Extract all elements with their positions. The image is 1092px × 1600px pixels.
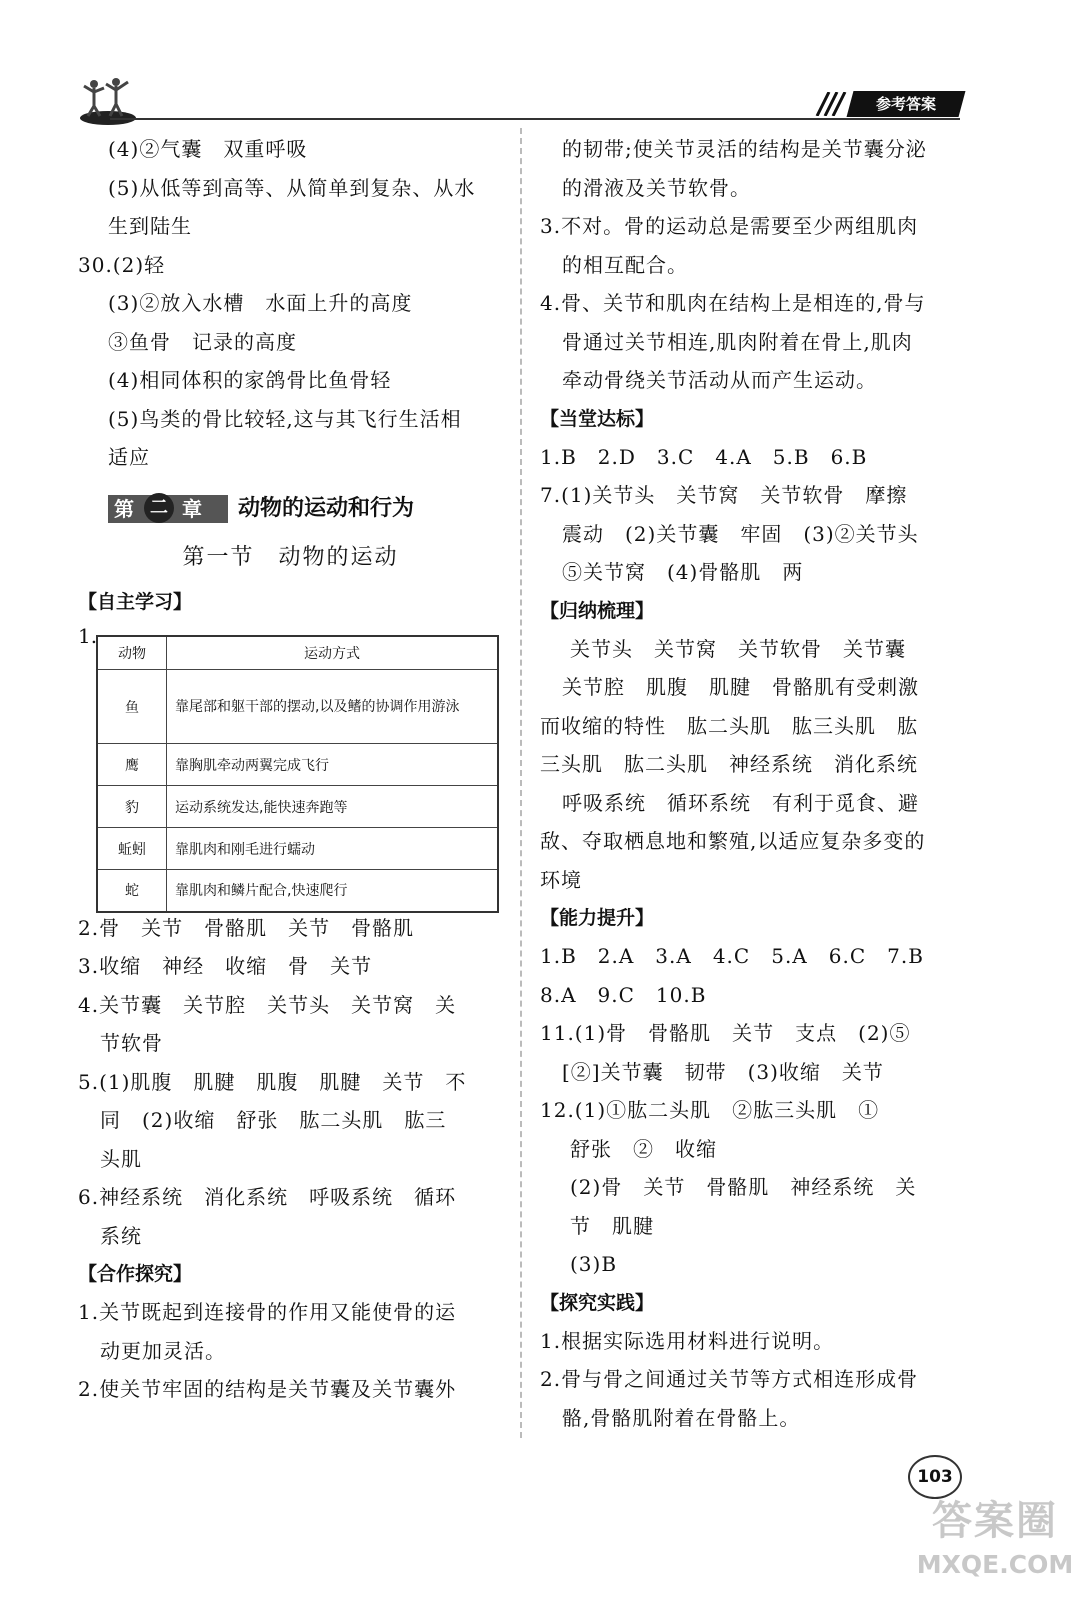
answer-line: 6.神经系统 消化系统 呼吸系统 循环	[78, 1185, 457, 1209]
table-header: 动物	[97, 636, 167, 670]
answer-line: 节软骨	[100, 1031, 163, 1055]
answer-line: (3)②放入水槽 水面上升的高度	[108, 291, 413, 315]
answer-line: 2.骨 关节 骨骼肌 关节 骨骼肌	[78, 915, 415, 940]
header-rule	[110, 118, 960, 120]
column-divider	[520, 128, 522, 1438]
class-check-answers	[540, 438, 965, 592]
page-number: 103	[908, 1455, 962, 1499]
answer-line: 3.收缩 神经 收缩 骨 关节	[78, 954, 373, 978]
answer-line: 舒张 ② 收缩	[570, 1136, 717, 1161]
motion-table-block	[78, 621, 503, 909]
answer-line: 4.关节囊 关节腔 关节头 关节窝 关	[78, 992, 457, 1017]
chapter-title: 动物的运动和行为	[238, 495, 415, 521]
answer-line: 5.(1)肌腹 肌腱 肌腹 肌腱 关节 不	[78, 1069, 467, 1094]
answer-line: 动更加灵活。	[100, 1338, 226, 1363]
chapter-number: 二	[144, 493, 174, 523]
left-column	[78, 130, 503, 1409]
answer-line: 同 (2)收缩 舒张 肱二头肌 肱三	[100, 1108, 447, 1132]
table-row	[97, 786, 498, 828]
chapter-number-block	[108, 495, 228, 523]
answer-line: [②]关节囊 韧带 (3)收缩 关节	[562, 1059, 884, 1084]
answer-line: 生到陆生	[108, 214, 192, 238]
answer-line: (2)骨 关节 骨骼肌 神经系统 关	[570, 1175, 917, 1199]
answer-line: 敌、夺取栖息地和繁殖,以适应复杂多变的	[540, 829, 926, 853]
table-cell: 靠肌肉和鳞片配合,快速爬行	[167, 870, 499, 912]
left-answers-end	[78, 1293, 503, 1409]
right-answers-top	[540, 130, 965, 400]
answer-line: 骨通过关节相连,肌肉附着在骨上,肌肉	[562, 329, 913, 354]
table-header: 运动方式	[167, 636, 499, 670]
heading-cooperative-inquiry: 【合作探究】	[78, 1263, 193, 1285]
table-row	[97, 870, 498, 912]
answer-line: 8.A 9.C 10.B	[540, 982, 707, 1007]
practice-answers	[540, 1322, 965, 1438]
table-cell: 蚯蚓	[97, 828, 167, 870]
answer-line: 的相互配合。	[562, 252, 688, 277]
answer-line: 30.(2)轻	[78, 252, 166, 277]
watermark-url: MXQE.COM	[916, 1550, 1074, 1579]
answer-line: 震动 (2)关节囊 牢固 (3)②关节头	[562, 521, 919, 546]
chapter-char-2: 章	[182, 496, 202, 521]
answer-line: 12.(1)①肱二头肌 ②肱三头肌 ①	[540, 1098, 880, 1122]
table-cell: 鱼	[97, 670, 167, 744]
animal-motion-table	[96, 635, 499, 913]
answer-line: 呼吸系统 循环系统 有利于觅食、避	[562, 790, 919, 815]
answer-line: 牵动骨绕关节活动从而产生运动。	[562, 368, 877, 392]
chapter-char-1: 第	[114, 496, 134, 521]
answer-line: 骼,骨骼肌附着在骨骼上。	[562, 1405, 801, 1430]
answer-line: (4)②气囊 双重呼吸	[108, 137, 308, 161]
left-answers-after-table	[78, 909, 503, 1256]
answer-line: 关节腔 肌腹 肌腱 骨骼肌有受刺激	[562, 675, 919, 699]
answer-line: 三头肌 肱二头肌 神经系统 消化系统	[540, 752, 918, 776]
answer-line: 1.B 2.A 3.A 4.C 5.A 6.C 7.B	[540, 944, 924, 968]
table-cell: 靠胸肌牵动两翼完成飞行	[167, 744, 499, 786]
answer-line: (5)从低等到高等、从简单到复杂、从水	[108, 175, 476, 200]
answer-line: ③鱼骨 记录的高度	[108, 329, 297, 354]
ability-answers	[540, 937, 965, 1284]
answer-line: 系统	[100, 1223, 142, 1248]
heading-practice: 【探究实践】	[540, 1291, 655, 1314]
heading-class-check: 【当堂达标】	[540, 407, 655, 430]
answer-line: 11.(1)骨 骨骼肌 关节 支点 (2)⑤	[540, 1021, 911, 1045]
table-cell: 运动系统发达,能快速奔跑等	[167, 786, 499, 828]
answer-line: 的韧带;使关节灵活的结构是关节囊分泌	[562, 137, 927, 161]
answer-key-tag: 参考答案	[847, 91, 966, 117]
chapter-banner	[108, 489, 503, 529]
answer-line: 7.(1)关节头 关节窝 关节软骨 摩擦	[540, 483, 908, 507]
right-column	[540, 130, 965, 1437]
table-row	[97, 670, 498, 744]
answer-line: 1.根据实际选用材料进行说明。	[540, 1328, 835, 1353]
question-number: 1.	[78, 623, 98, 648]
table-cell: 靠尾部和躯干部的摆动,以及鳍的协调作用游泳	[167, 670, 499, 744]
table-header-row	[97, 636, 498, 670]
answer-line: (3)B	[570, 1252, 618, 1276]
answer-line: 1.关节既起到连接骨的作用又能使骨的运	[78, 1300, 457, 1324]
table-row	[97, 744, 498, 786]
header-stripes	[815, 92, 851, 116]
table-cell: 靠肌肉和刚毛进行蠕动	[167, 828, 499, 870]
table-row	[97, 828, 498, 870]
answer-line: 关节头 关节窝 关节软骨 关节囊	[570, 636, 906, 661]
answer-line: 1.B 2.D 3.C 4.A 5.B 6.B	[540, 444, 868, 469]
answer-line: 环境	[540, 867, 582, 892]
answer-line: 2.使关节牢固的结构是关节囊及关节囊外	[78, 1377, 457, 1401]
table-cell: 豹	[97, 786, 167, 828]
table-cell: 蛇	[97, 870, 167, 912]
answer-line: 2.骨与骨之间通过关节等方式相连形成骨	[540, 1367, 919, 1391]
answer-line: 头肌	[100, 1146, 142, 1171]
table-cell: 鹰	[97, 744, 167, 786]
answer-line: ⑤关节窝 (4)骨骼肌 两	[562, 560, 804, 584]
watermark	[905, 1495, 1085, 1595]
heading-ability: 【能力提升】	[540, 907, 655, 929]
watermark-text: 答案圈	[932, 1498, 1058, 1544]
left-answers-top	[78, 130, 503, 477]
answer-line: 3.不对。骨的运动总是需要至少两组肌肉	[540, 214, 919, 238]
section-title: 第一节 动物的运动	[182, 544, 399, 570]
answer-line: 适应	[108, 445, 150, 469]
heading-summary: 【归纳梳理】	[540, 599, 655, 622]
heading-self-study: 【自主学习】	[78, 590, 193, 613]
answer-line: (5)鸟类的骨比较轻,这与其飞行生活相	[108, 406, 462, 431]
answer-line: 而收缩的特性 肱二头肌 肱三头肌 肱	[540, 713, 918, 738]
summary-answers	[540, 630, 965, 900]
answer-line: (4)相同体积的家鸽骨比鱼骨轻	[108, 368, 392, 392]
answer-line: 节 肌腱	[570, 1213, 654, 1238]
answer-line: 4.骨、关节和肌肉在结构上是相连的,骨与	[540, 291, 926, 315]
answer-line: 的滑液及关节软骨。	[562, 175, 751, 200]
